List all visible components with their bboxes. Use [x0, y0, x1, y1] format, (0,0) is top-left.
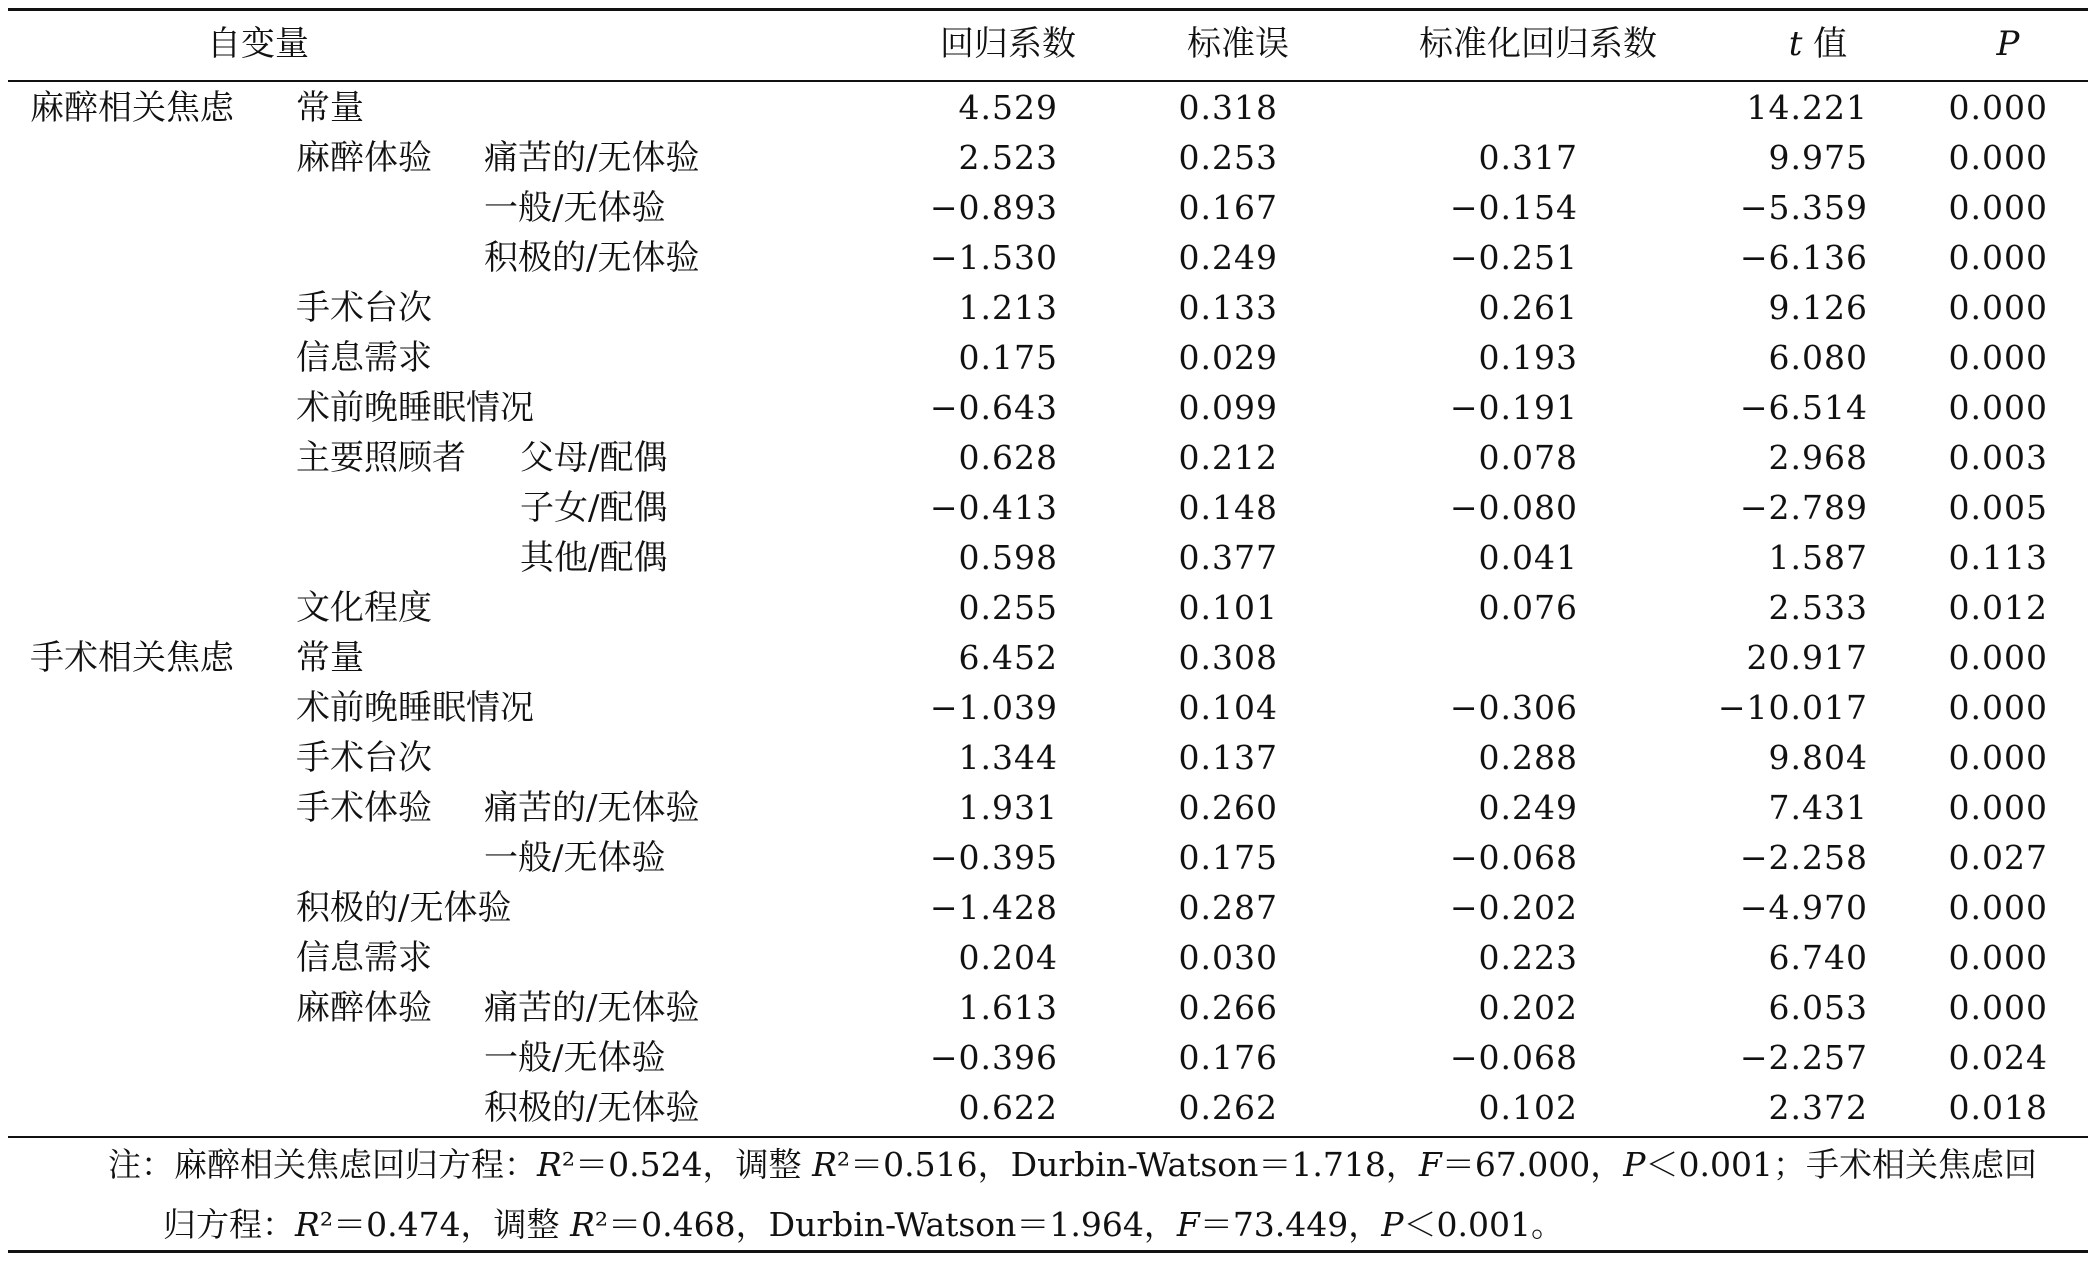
coef-cell: 1.931: [958, 788, 1058, 827]
std-coef-cell: −0.068: [1449, 838, 1578, 877]
coef-cell: −0.395: [929, 838, 1058, 877]
se-cell: 0.212: [1178, 438, 1278, 477]
header-regression-coefficient: 回归系数: [940, 24, 1076, 64]
p-value-cell: 0.000: [1948, 888, 2048, 927]
t-value-cell: −2.257: [1739, 1038, 1868, 1077]
sub-variable-label: 积极的/无体验: [484, 1088, 700, 1128]
note-text: ＝73.449，: [1199, 1205, 1382, 1244]
t-value-cell: −6.136: [1739, 238, 1868, 277]
note-symbol: R: [295, 1205, 320, 1244]
note-symbol: P: [1381, 1205, 1404, 1244]
std-coef-cell: 0.193: [1478, 338, 1578, 377]
variable-label: 麻醉体验: [296, 988, 432, 1028]
se-cell: 0.133: [1178, 288, 1278, 327]
p-value-cell: 0.012: [1948, 588, 2048, 627]
se-cell: 0.029: [1178, 338, 1278, 377]
se-cell: 0.175: [1178, 838, 1278, 877]
note-text: ＜0.001；手术相关焦虑回: [1645, 1145, 2037, 1184]
coef-cell: −1.530: [929, 238, 1058, 277]
se-cell: 0.308: [1178, 638, 1278, 677]
table-bottom-rule: [8, 1250, 2088, 1253]
coef-cell: −0.396: [929, 1038, 1058, 1077]
p-value-cell: 0.003: [1948, 438, 2048, 477]
coef-cell: 2.523: [958, 138, 1058, 177]
std-coef-cell: −0.080: [1449, 488, 1578, 527]
p-value-cell: 0.000: [1948, 288, 2048, 327]
header-standardized-coefficient: 标准化回归系数: [1419, 24, 1657, 64]
coef-cell: −0.893: [929, 188, 1058, 227]
p-value-cell: 0.000: [1948, 638, 2048, 677]
std-coef-cell: −0.251: [1449, 238, 1578, 277]
sub-variable-label: 一般/无体验: [484, 188, 666, 228]
header-t-suffix: 值: [1802, 24, 1848, 64]
table-note-line-1: [108, 1145, 2037, 1185]
sub-variable-label: 痛苦的/无体验: [484, 988, 700, 1028]
t-value-cell: −6.514: [1739, 388, 1868, 427]
table-top-rule: [8, 8, 2088, 11]
t-value-cell: 9.126: [1768, 288, 1868, 327]
t-value-cell: 7.431: [1768, 788, 1868, 827]
se-cell: 0.104: [1178, 688, 1278, 727]
header-rule: [8, 80, 2088, 82]
variable-label: 术前晚睡眠情况: [296, 688, 534, 728]
variable-label: 积极的/无体验: [296, 888, 512, 928]
p-value-cell: 0.000: [1948, 938, 2048, 977]
t-value-cell: −2.789: [1739, 488, 1868, 527]
note-text: ²＝0.474，调整: [319, 1205, 571, 1244]
coef-cell: 0.175: [958, 338, 1058, 377]
sub-variable-label: 其他/配偶: [520, 538, 668, 578]
se-cell: 0.287: [1178, 888, 1278, 927]
variable-label: 文化程度: [296, 588, 432, 628]
se-cell: 0.262: [1178, 1088, 1278, 1127]
note-text: ＝67.000，: [1441, 1145, 1624, 1184]
coef-cell: −1.428: [929, 888, 1058, 927]
p-value-cell: 0.027: [1948, 838, 2048, 877]
t-value-cell: 14.221: [1746, 88, 1868, 127]
t-value-cell: 1.587: [1768, 538, 1868, 577]
std-coef-cell: 0.223: [1478, 938, 1578, 977]
sub-variable-label: 痛苦的/无体验: [484, 788, 700, 828]
t-value-cell: 6.080: [1768, 338, 1868, 377]
p-value-cell: 0.000: [1948, 188, 2048, 227]
p-value-cell: 0.000: [1948, 788, 2048, 827]
p-value-cell: 0.018: [1948, 1088, 2048, 1127]
std-coef-cell: 0.317: [1478, 138, 1578, 177]
variable-label: 信息需求: [296, 338, 432, 378]
t-value-cell: 9.804: [1768, 738, 1868, 777]
coef-cell: 1.344: [958, 738, 1058, 777]
body-rule: [8, 1136, 2088, 1138]
t-value-cell: −10.017: [1717, 688, 1868, 727]
variable-label: 手术台次: [296, 738, 432, 778]
note-symbol: F: [1176, 1205, 1200, 1244]
p-value-cell: 0.000: [1948, 88, 2048, 127]
se-cell: 0.377: [1178, 538, 1278, 577]
p-value-cell: 0.000: [1948, 388, 2048, 427]
se-cell: 0.266: [1178, 988, 1278, 1027]
sub-variable-label: 痛苦的/无体验: [484, 138, 700, 178]
coef-cell: 1.213: [958, 288, 1058, 327]
se-cell: 0.318: [1178, 88, 1278, 127]
sub-variable-label: 一般/无体验: [484, 1038, 666, 1078]
se-cell: 0.253: [1178, 138, 1278, 177]
std-coef-cell: 0.102: [1478, 1088, 1578, 1127]
variable-label: 常量: [296, 88, 364, 128]
t-value-cell: 2.533: [1768, 588, 1868, 627]
se-cell: 0.137: [1178, 738, 1278, 777]
se-cell: 0.030: [1178, 938, 1278, 977]
t-value-cell: 2.968: [1768, 438, 1868, 477]
coef-cell: 0.628: [958, 438, 1058, 477]
coef-cell: 0.255: [958, 588, 1058, 627]
note-symbol: R: [570, 1205, 595, 1244]
variable-label: 麻醉体验: [296, 138, 432, 178]
sub-variable-label: 父母/配偶: [520, 438, 668, 478]
p-value-cell: 0.000: [1948, 338, 2048, 377]
std-coef-cell: −0.202: [1449, 888, 1578, 927]
coef-cell: 0.204: [958, 938, 1058, 977]
variable-label: 常量: [296, 638, 364, 678]
t-value-cell: 2.372: [1768, 1088, 1868, 1127]
regression-table: [8, 0, 2088, 1264]
p-value-cell: 0.000: [1948, 238, 2048, 277]
header-p-value: P: [1996, 24, 2020, 64]
p-value-cell: 0.000: [1948, 738, 2048, 777]
coef-cell: 6.452: [958, 638, 1058, 677]
sub-variable-label: 一般/无体验: [484, 838, 666, 878]
variable-label: 主要照顾者: [296, 438, 466, 478]
variable-label: 术前晚睡眠情况: [296, 388, 534, 428]
note-symbol: F: [1418, 1145, 1442, 1184]
note-symbol: R: [812, 1145, 837, 1184]
variable-label: 手术台次: [296, 288, 432, 328]
group-label: 麻醉相关焦虑: [30, 88, 234, 128]
p-value-cell: 0.000: [1948, 688, 2048, 727]
std-coef-cell: 0.249: [1478, 788, 1578, 827]
p-value-cell: 0.000: [1948, 988, 2048, 1027]
std-coef-cell: −0.068: [1449, 1038, 1578, 1077]
se-cell: 0.099: [1178, 388, 1278, 427]
t-value-cell: 9.975: [1768, 138, 1868, 177]
se-cell: 0.176: [1178, 1038, 1278, 1077]
std-coef-cell: 0.261: [1478, 288, 1578, 327]
t-value-cell: −4.970: [1739, 888, 1868, 927]
coef-cell: −0.413: [929, 488, 1058, 527]
se-cell: 0.260: [1178, 788, 1278, 827]
note-text: ²＝0.516，Durbin-Watson＝1.718，: [836, 1145, 1419, 1184]
p-value-cell: 0.005: [1948, 488, 2048, 527]
coef-cell: 4.529: [958, 88, 1058, 127]
std-coef-cell: 0.076: [1478, 588, 1578, 627]
coef-cell: 0.598: [958, 538, 1058, 577]
se-cell: 0.148: [1178, 488, 1278, 527]
p-value-cell: 0.024: [1948, 1038, 2048, 1077]
p-value-cell: 0.000: [1948, 138, 2048, 177]
sub-variable-label: 积极的/无体验: [484, 238, 700, 278]
note-symbol: R: [537, 1145, 562, 1184]
t-value-cell: 20.917: [1746, 638, 1868, 677]
coef-cell: 0.622: [958, 1088, 1058, 1127]
group-label: 手术相关焦虑: [30, 638, 234, 678]
t-value-cell: −2.258: [1739, 838, 1868, 877]
sub-variable-label: 子女/配偶: [520, 488, 668, 528]
note-symbol: P: [1623, 1145, 1646, 1184]
coef-cell: 1.613: [958, 988, 1058, 1027]
note-text: ＜0.001。: [1403, 1205, 1564, 1244]
t-value-cell: −5.359: [1739, 188, 1868, 227]
se-cell: 0.249: [1178, 238, 1278, 277]
t-value-cell: 6.053: [1768, 988, 1868, 1027]
coef-cell: −1.039: [929, 688, 1058, 727]
coef-cell: −0.643: [929, 388, 1058, 427]
table-note-line-2: [163, 1205, 1564, 1245]
std-coef-cell: 0.202: [1478, 988, 1578, 1027]
variable-label: 手术体验: [296, 788, 432, 828]
std-coef-cell: 0.078: [1478, 438, 1578, 477]
se-cell: 0.167: [1178, 188, 1278, 227]
note-text: ²＝0.524，调整: [561, 1145, 813, 1184]
note-text: 注：麻醉相关焦虑回归方程：: [108, 1145, 537, 1184]
note-text: ²＝0.468，Durbin-Watson＝1.964，: [594, 1205, 1177, 1244]
header-t-value: [1728, 24, 1908, 64]
header-independent-variable: 自变量: [207, 24, 309, 64]
std-coef-cell: −0.306: [1449, 688, 1578, 727]
t-value-cell: 6.740: [1768, 938, 1868, 977]
std-coef-cell: 0.288: [1478, 738, 1578, 777]
std-coef-cell: −0.154: [1449, 188, 1578, 227]
se-cell: 0.101: [1178, 588, 1278, 627]
header-t-symbol: t: [1788, 24, 1803, 64]
std-coef-cell: −0.191: [1449, 388, 1578, 427]
std-coef-cell: 0.041: [1478, 538, 1578, 577]
header-standard-error: 标准误: [1187, 24, 1289, 64]
variable-label: 信息需求: [296, 938, 432, 978]
note-text: 归方程：: [163, 1205, 295, 1244]
p-value-cell: 0.113: [1948, 538, 2048, 577]
